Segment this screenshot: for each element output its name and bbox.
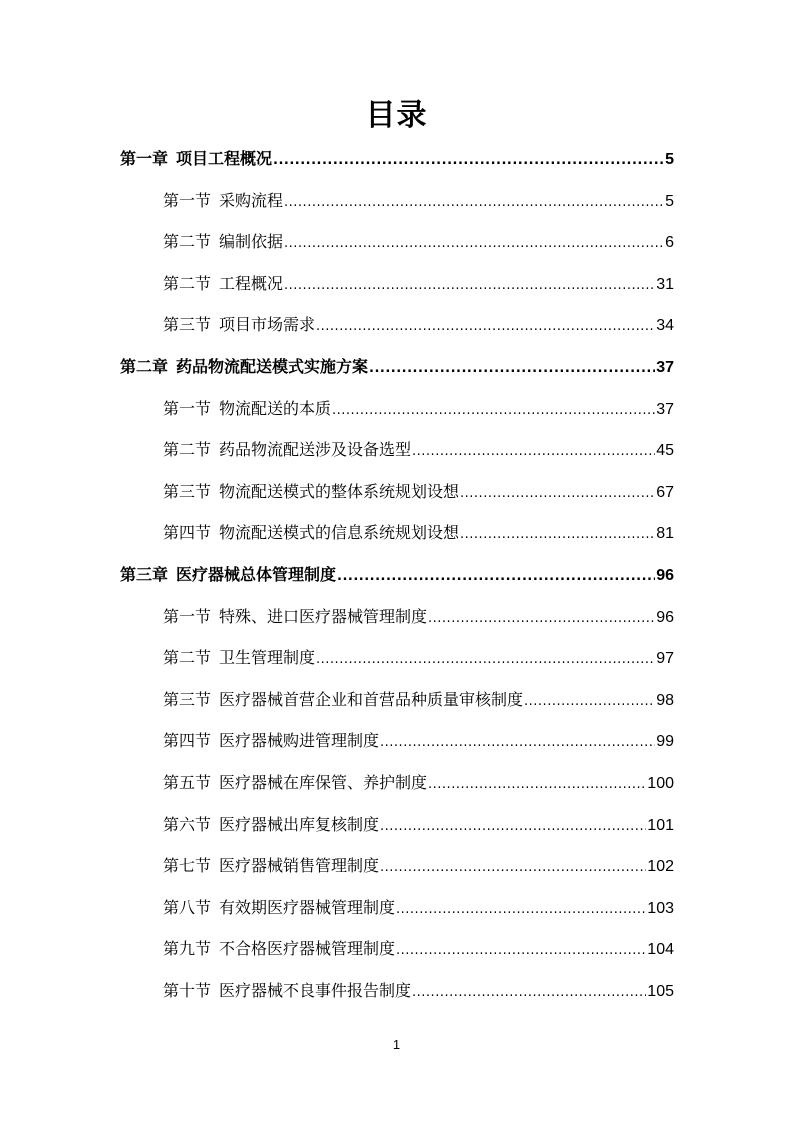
dot-leader [396,939,646,963]
toc-entry-title: 卫生管理制度 [219,648,316,667]
toc-chapter[interactable] [120,563,674,587]
toc-section[interactable] [163,230,674,254]
toc-entry-number: 第二节 [163,232,212,251]
toc-section[interactable] [163,813,674,837]
toc-entry-title: 采购流程 [219,191,284,210]
toc-entry-title: 不合格医疗器械管理制度 [219,939,396,958]
toc-entry-number: 第一节 [163,399,212,418]
toc-section[interactable] [163,521,674,545]
toc-page-number: 96 [656,609,674,626]
toc-section[interactable] [163,979,674,1003]
toc-page-number: 98 [656,692,674,709]
toc-entry-label [163,397,331,421]
toc-section[interactable] [163,480,674,504]
toc-entry-title: 编制依据 [219,232,284,251]
toc-entry-number: 第一章 [120,149,169,168]
dot-leader [412,981,646,1005]
dot-leader [316,315,655,339]
toc-entry-label [163,438,411,462]
toc-page-number: 97 [656,650,674,667]
toc-page-number: 102 [647,858,674,875]
dot-leader [524,690,655,714]
toc-entry-label [163,521,459,545]
toc-entry-title: 医疗器械在库保管、养护制度 [219,773,428,792]
toc-entry-title: 物流配送模式的整体系统规划设想 [219,482,460,501]
toc-entry-title: 医疗器械首营企业和首营品种质量审核制度 [219,690,524,709]
toc-page-number: 67 [656,484,674,501]
dot-leader [284,274,655,298]
toc-entry-number: 第一节 [163,607,212,626]
toc-entry-label [120,563,336,587]
dot-leader [412,440,655,464]
toc-page-number: 96 [656,567,674,584]
toc-section[interactable] [163,438,674,462]
toc-entry-number: 第四节 [163,523,212,542]
toc-entry-label [163,979,411,1003]
toc-entry-number: 第四节 [163,731,212,750]
dot-leader [380,731,655,755]
toc-entry-label [120,147,272,171]
toc-section[interactable] [163,189,674,213]
dot-leader [460,482,655,506]
toc-page-number: 5 [665,151,674,168]
footer-page-number: 1 [392,1037,401,1052]
toc-entry-title: 医疗器械购进管理制度 [219,731,380,750]
toc-section[interactable] [163,313,674,337]
toc-entry-number: 第二节 [163,440,212,459]
toc-page-number: 104 [647,941,674,958]
toc-entry-title: 工程概况 [219,274,284,293]
toc-chapter[interactable] [120,147,674,171]
toc-section[interactable] [163,896,674,920]
toc-entry-number: 第二节 [163,274,212,293]
toc-entry-title: 物流配送模式的信息系统规划设想 [219,523,460,542]
dot-leader [380,856,646,880]
dot-leader [273,149,664,173]
toc-entry-number: 第九节 [163,939,212,958]
toc-page-number: 31 [656,276,674,293]
toc-entry-label [163,813,379,837]
toc-entry-number: 第二节 [163,648,212,667]
toc-entry-number: 第三章 [120,565,169,584]
toc-page-number: 6 [665,234,674,251]
toc-page-number: 100 [647,775,674,792]
toc-entry-label [163,688,523,712]
toc-page-number: 37 [656,401,674,418]
toc-page-number: 103 [647,900,674,917]
toc-section[interactable] [163,688,674,712]
dot-leader [428,773,646,797]
toc-entry-label [163,854,379,878]
toc-entry-title: 项目工程概况 [176,149,273,168]
toc-chapter[interactable] [120,355,674,379]
page-title: 目录 [365,98,428,133]
toc-entry-label [163,896,395,920]
toc-entry-title: 药品物流配送模式实施方案 [176,357,369,376]
toc-entry-title: 项目市场需求 [219,315,316,334]
toc-section[interactable] [163,272,674,296]
toc-entry-label [163,189,283,213]
toc-entry-title: 医疗器械销售管理制度 [219,856,380,875]
dot-leader [460,523,655,547]
dot-leader [380,815,646,839]
dot-leader [396,898,646,922]
toc-entry-number: 第十节 [163,981,212,1000]
toc-page-number: 105 [647,983,674,1000]
toc-entry-label [120,355,368,379]
toc-entry-title: 特殊、进口医疗器械管理制度 [219,607,428,626]
toc-entry-label [163,313,315,337]
toc-entry-number: 第七节 [163,856,212,875]
toc-entry-number: 第二章 [120,357,169,376]
toc-page-number: 37 [656,359,674,376]
toc-entry-number: 第一节 [163,191,212,210]
toc-entry-number: 第三节 [163,690,212,709]
dot-leader [284,191,664,215]
toc-entry-label [163,771,427,795]
toc-entry-number: 第三节 [163,315,212,334]
toc-entry-title: 医疗器械不良事件报告制度 [219,981,412,1000]
toc-section[interactable] [163,605,674,629]
toc-entry-label [163,230,283,254]
toc-entry-label [163,480,459,504]
dot-leader [284,232,664,256]
toc-page-number: 101 [647,817,674,834]
toc-entry-label [163,646,315,670]
toc-section[interactable] [163,771,674,795]
toc-entry-label [163,272,283,296]
toc-entry-number: 第八节 [163,898,212,917]
toc-entry-title: 医疗器械总体管理制度 [176,565,337,584]
dot-leader [316,648,655,672]
toc-page-number: 34 [656,317,674,334]
toc-section[interactable] [163,397,674,421]
dot-leader [428,607,655,631]
toc-entry-label [163,729,379,753]
toc-page-number: 99 [656,733,674,750]
toc-section[interactable] [163,854,674,878]
toc-entry-title: 物流配送的本质 [219,399,332,418]
dot-leader [337,565,655,589]
toc-entry-title: 药品物流配送涉及设备选型 [219,440,412,459]
dot-leader [369,357,655,381]
dot-leader [332,399,655,423]
toc-section[interactable] [163,937,674,961]
toc-entry-title: 有效期医疗器械管理制度 [219,898,396,917]
toc-entry-label [163,605,427,629]
toc-section[interactable] [163,646,674,670]
toc-entry-number: 第六节 [163,815,212,834]
toc-entry-number: 第三节 [163,482,212,501]
toc-page-number: 5 [665,193,674,210]
toc-entry-label [163,937,395,961]
toc-section[interactable] [163,729,674,753]
toc-entry-number: 第五节 [163,773,212,792]
toc-page-number: 81 [656,525,674,542]
toc-entry-title: 医疗器械出库复核制度 [219,815,380,834]
toc-page-number: 45 [656,442,674,459]
